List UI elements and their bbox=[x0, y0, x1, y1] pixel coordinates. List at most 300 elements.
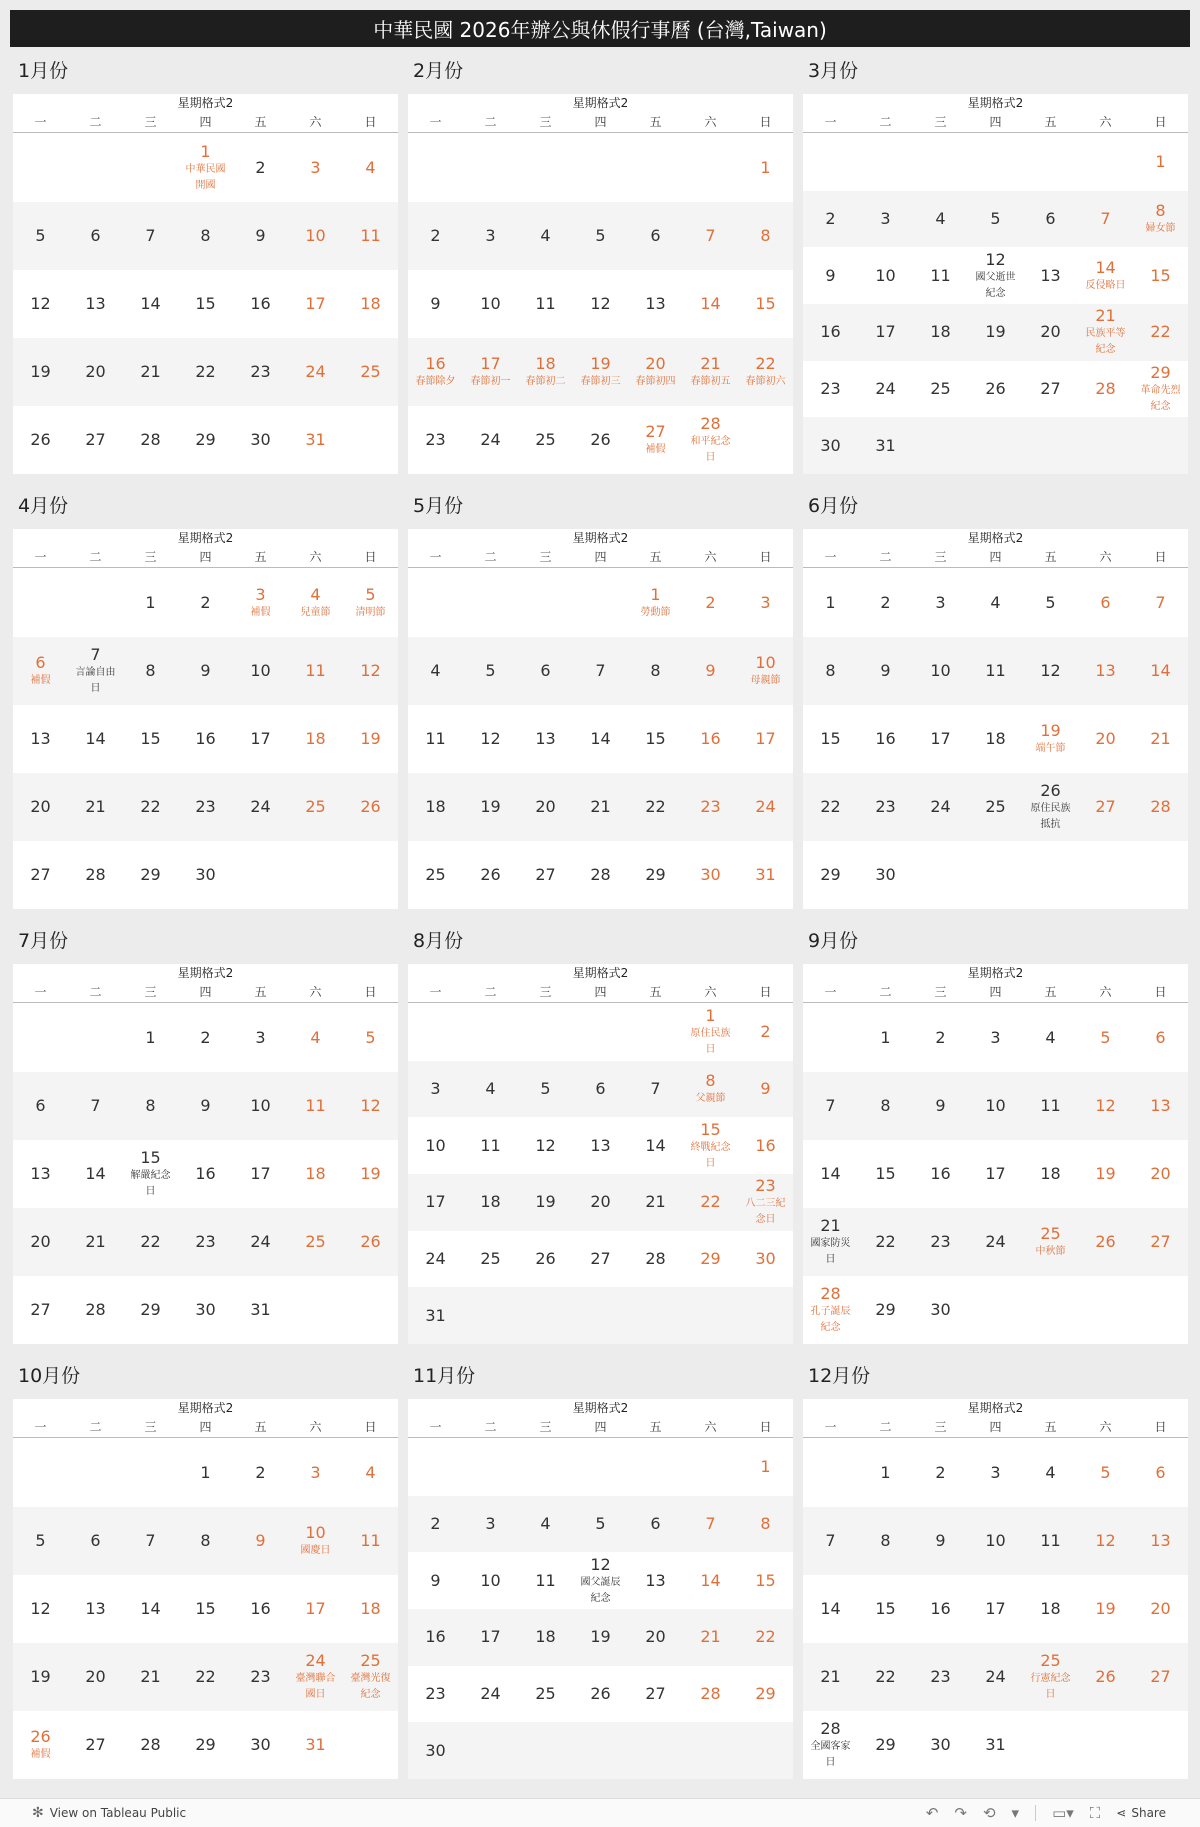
day-cell[interactable] bbox=[913, 1507, 968, 1575]
day-cell[interactable] bbox=[123, 1711, 178, 1779]
day-cell[interactable] bbox=[913, 1711, 968, 1779]
day-cell[interactable] bbox=[913, 569, 968, 637]
day-cell[interactable] bbox=[968, 569, 1023, 637]
day-cell[interactable] bbox=[913, 1140, 968, 1208]
day-cell[interactable] bbox=[13, 1711, 68, 1779]
day-cell[interactable] bbox=[178, 270, 233, 338]
day-cell[interactable] bbox=[1133, 361, 1188, 418]
day-cell[interactable] bbox=[233, 270, 288, 338]
day-cell[interactable] bbox=[1133, 1643, 1188, 1711]
day-cell[interactable] bbox=[573, 1117, 628, 1174]
day-cell[interactable] bbox=[463, 406, 518, 474]
day-cell[interactable] bbox=[408, 202, 463, 270]
day-cell[interactable] bbox=[683, 1609, 738, 1666]
day-cell[interactable] bbox=[1078, 304, 1133, 361]
day-cell[interactable] bbox=[233, 1711, 288, 1779]
day-cell[interactable] bbox=[123, 1208, 178, 1276]
day-cell[interactable] bbox=[913, 705, 968, 773]
day-cell[interactable] bbox=[803, 1643, 858, 1711]
day-cell[interactable] bbox=[68, 202, 123, 270]
day-cell[interactable] bbox=[518, 1666, 573, 1723]
day-cell[interactable] bbox=[123, 1575, 178, 1643]
day-cell[interactable] bbox=[68, 1276, 123, 1344]
day-cell[interactable] bbox=[628, 569, 683, 637]
day-cell[interactable] bbox=[288, 1439, 343, 1507]
day-cell[interactable] bbox=[1023, 705, 1078, 773]
day-cell[interactable] bbox=[1023, 304, 1078, 361]
day-cell[interactable] bbox=[573, 1061, 628, 1118]
day-cell[interactable] bbox=[573, 1174, 628, 1231]
day-cell[interactable] bbox=[518, 270, 573, 338]
day-cell[interactable] bbox=[1078, 1004, 1133, 1072]
day-cell[interactable] bbox=[233, 1643, 288, 1711]
day-cell[interactable] bbox=[123, 1072, 178, 1140]
day-cell[interactable] bbox=[1133, 1439, 1188, 1507]
day-cell[interactable] bbox=[463, 1666, 518, 1723]
day-cell[interactable] bbox=[968, 637, 1023, 705]
day-cell[interactable] bbox=[233, 1140, 288, 1208]
day-cell[interactable] bbox=[1078, 1439, 1133, 1507]
day-cell[interactable] bbox=[123, 270, 178, 338]
day-cell[interactable] bbox=[123, 773, 178, 841]
day-cell[interactable] bbox=[858, 1072, 913, 1140]
day-cell[interactable] bbox=[1133, 569, 1188, 637]
day-cell[interactable] bbox=[343, 1643, 398, 1711]
day-cell[interactable] bbox=[1078, 705, 1133, 773]
day-cell[interactable] bbox=[13, 1208, 68, 1276]
day-cell[interactable] bbox=[343, 134, 398, 202]
day-cell[interactable] bbox=[968, 191, 1023, 248]
day-cell[interactable] bbox=[233, 1276, 288, 1344]
day-cell[interactable] bbox=[463, 841, 518, 909]
day-cell[interactable] bbox=[628, 773, 683, 841]
day-cell[interactable] bbox=[1078, 773, 1133, 841]
day-cell[interactable] bbox=[233, 202, 288, 270]
day-cell[interactable] bbox=[288, 134, 343, 202]
day-cell[interactable] bbox=[68, 705, 123, 773]
day-cell[interactable] bbox=[288, 773, 343, 841]
day-cell[interactable] bbox=[123, 1140, 178, 1208]
day-cell[interactable] bbox=[288, 1643, 343, 1711]
view-on-tableau-link[interactable]: View on Tableau Public bbox=[49, 1806, 187, 1820]
day-cell[interactable] bbox=[858, 569, 913, 637]
day-cell[interactable] bbox=[408, 1552, 463, 1609]
day-cell[interactable] bbox=[968, 1575, 1023, 1643]
day-cell[interactable] bbox=[1023, 1643, 1078, 1711]
day-cell[interactable] bbox=[68, 1711, 123, 1779]
day-cell[interactable] bbox=[913, 191, 968, 248]
day-cell[interactable] bbox=[13, 1072, 68, 1140]
day-cell[interactable] bbox=[1023, 361, 1078, 418]
share-button[interactable] bbox=[1116, 1806, 1166, 1820]
day-cell[interactable] bbox=[913, 247, 968, 304]
day-cell[interactable] bbox=[968, 773, 1023, 841]
day-cell[interactable] bbox=[803, 1140, 858, 1208]
day-cell[interactable] bbox=[408, 1287, 463, 1344]
day-cell[interactable] bbox=[683, 338, 738, 406]
day-cell[interactable] bbox=[968, 705, 1023, 773]
day-cell[interactable] bbox=[913, 637, 968, 705]
day-cell[interactable] bbox=[463, 202, 518, 270]
day-cell[interactable] bbox=[858, 1575, 913, 1643]
day-cell[interactable] bbox=[683, 1004, 738, 1061]
day-cell[interactable] bbox=[463, 270, 518, 338]
day-cell[interactable] bbox=[518, 705, 573, 773]
day-cell[interactable] bbox=[178, 338, 233, 406]
day-cell[interactable] bbox=[683, 270, 738, 338]
day-cell[interactable] bbox=[968, 304, 1023, 361]
day-cell[interactable] bbox=[858, 304, 913, 361]
day-cell[interactable] bbox=[683, 1061, 738, 1118]
day-cell[interactable] bbox=[288, 637, 343, 705]
day-cell[interactable] bbox=[518, 1174, 573, 1231]
day-cell[interactable] bbox=[343, 1072, 398, 1140]
day-cell[interactable] bbox=[1023, 1439, 1078, 1507]
day-cell[interactable] bbox=[1133, 191, 1188, 248]
day-cell[interactable] bbox=[123, 1276, 178, 1344]
day-cell[interactable] bbox=[738, 705, 793, 773]
day-cell[interactable] bbox=[913, 304, 968, 361]
day-cell[interactable] bbox=[288, 338, 343, 406]
day-cell[interactable] bbox=[13, 637, 68, 705]
day-cell[interactable] bbox=[233, 1575, 288, 1643]
day-cell[interactable] bbox=[233, 406, 288, 474]
day-cell[interactable] bbox=[803, 304, 858, 361]
day-cell[interactable] bbox=[288, 1004, 343, 1072]
day-cell[interactable] bbox=[738, 1439, 793, 1496]
day-cell[interactable] bbox=[123, 1004, 178, 1072]
day-cell[interactable] bbox=[968, 1140, 1023, 1208]
day-cell[interactable] bbox=[123, 406, 178, 474]
day-cell[interactable] bbox=[1133, 705, 1188, 773]
day-cell[interactable] bbox=[288, 1575, 343, 1643]
day-cell[interactable] bbox=[628, 338, 683, 406]
day-cell[interactable] bbox=[1078, 247, 1133, 304]
day-cell[interactable] bbox=[858, 417, 913, 474]
day-cell[interactable] bbox=[968, 247, 1023, 304]
day-cell[interactable] bbox=[803, 417, 858, 474]
day-cell[interactable] bbox=[1133, 1140, 1188, 1208]
day-cell[interactable] bbox=[233, 1072, 288, 1140]
day-cell[interactable] bbox=[738, 1004, 793, 1061]
day-cell[interactable] bbox=[288, 270, 343, 338]
day-cell[interactable] bbox=[178, 705, 233, 773]
day-cell[interactable] bbox=[1078, 637, 1133, 705]
day-cell[interactable] bbox=[1023, 191, 1078, 248]
day-cell[interactable] bbox=[123, 637, 178, 705]
day-cell[interactable] bbox=[858, 1208, 913, 1276]
day-cell[interactable] bbox=[858, 841, 913, 909]
day-cell[interactable] bbox=[178, 1643, 233, 1711]
day-cell[interactable] bbox=[1023, 1140, 1078, 1208]
day-cell[interactable] bbox=[408, 1061, 463, 1118]
day-cell[interactable] bbox=[573, 1496, 628, 1553]
day-cell[interactable] bbox=[68, 1643, 123, 1711]
day-cell[interactable] bbox=[233, 637, 288, 705]
day-cell[interactable] bbox=[343, 1208, 398, 1276]
day-cell[interactable] bbox=[123, 338, 178, 406]
day-cell[interactable] bbox=[178, 1072, 233, 1140]
day-cell[interactable] bbox=[913, 1643, 968, 1711]
day-cell[interactable] bbox=[518, 1609, 573, 1666]
day-cell[interactable] bbox=[1023, 637, 1078, 705]
day-cell[interactable] bbox=[178, 1507, 233, 1575]
day-cell[interactable] bbox=[683, 406, 738, 474]
day-cell[interactable] bbox=[1023, 247, 1078, 304]
day-cell[interactable] bbox=[68, 338, 123, 406]
day-cell[interactable] bbox=[858, 1439, 913, 1507]
day-cell[interactable] bbox=[573, 773, 628, 841]
day-cell[interactable] bbox=[803, 247, 858, 304]
day-cell[interactable] bbox=[913, 1072, 968, 1140]
day-cell[interactable] bbox=[408, 1174, 463, 1231]
day-cell[interactable] bbox=[13, 1575, 68, 1643]
day-cell[interactable] bbox=[233, 134, 288, 202]
day-cell[interactable] bbox=[913, 361, 968, 418]
day-cell[interactable] bbox=[1023, 773, 1078, 841]
fullscreen-icon[interactable]: ⛶ bbox=[1089, 1804, 1101, 1822]
day-cell[interactable] bbox=[683, 841, 738, 909]
day-cell[interactable] bbox=[683, 569, 738, 637]
day-cell[interactable] bbox=[738, 637, 793, 705]
day-cell[interactable] bbox=[518, 1231, 573, 1288]
day-cell[interactable] bbox=[1133, 304, 1188, 361]
day-cell[interactable] bbox=[288, 202, 343, 270]
day-cell[interactable] bbox=[913, 1004, 968, 1072]
day-cell[interactable] bbox=[123, 569, 178, 637]
day-cell[interactable] bbox=[13, 270, 68, 338]
day-cell[interactable] bbox=[123, 841, 178, 909]
day-cell[interactable] bbox=[518, 338, 573, 406]
day-cell[interactable] bbox=[628, 202, 683, 270]
day-cell[interactable] bbox=[13, 1643, 68, 1711]
day-cell[interactable] bbox=[803, 773, 858, 841]
day-cell[interactable] bbox=[1023, 1575, 1078, 1643]
day-cell[interactable] bbox=[968, 1208, 1023, 1276]
redo-icon[interactable]: ↷ bbox=[954, 1804, 967, 1822]
day-cell[interactable] bbox=[803, 569, 858, 637]
day-cell[interactable] bbox=[463, 1231, 518, 1288]
day-cell[interactable] bbox=[233, 1439, 288, 1507]
day-cell[interactable] bbox=[1078, 1507, 1133, 1575]
day-cell[interactable] bbox=[1023, 1507, 1078, 1575]
day-cell[interactable] bbox=[1133, 637, 1188, 705]
day-cell[interactable] bbox=[858, 705, 913, 773]
day-cell[interactable] bbox=[738, 1666, 793, 1723]
day-cell[interactable] bbox=[738, 569, 793, 637]
day-cell[interactable] bbox=[233, 1004, 288, 1072]
day-cell[interactable] bbox=[233, 773, 288, 841]
day-cell[interactable] bbox=[1133, 773, 1188, 841]
day-cell[interactable] bbox=[968, 1711, 1023, 1779]
day-cell[interactable] bbox=[343, 270, 398, 338]
day-cell[interactable] bbox=[68, 637, 123, 705]
day-cell[interactable] bbox=[13, 1276, 68, 1344]
day-cell[interactable] bbox=[408, 841, 463, 909]
day-cell[interactable] bbox=[858, 1643, 913, 1711]
day-cell[interactable] bbox=[803, 705, 858, 773]
day-cell[interactable] bbox=[968, 1439, 1023, 1507]
day-cell[interactable] bbox=[573, 406, 628, 474]
day-cell[interactable] bbox=[738, 270, 793, 338]
day-cell[interactable] bbox=[858, 1004, 913, 1072]
day-cell[interactable] bbox=[1078, 1643, 1133, 1711]
day-cell[interactable] bbox=[628, 637, 683, 705]
day-cell[interactable] bbox=[408, 1117, 463, 1174]
day-cell[interactable] bbox=[463, 1552, 518, 1609]
day-cell[interactable] bbox=[803, 1711, 858, 1779]
day-cell[interactable] bbox=[343, 1507, 398, 1575]
day-cell[interactable] bbox=[683, 637, 738, 705]
day-cell[interactable] bbox=[178, 134, 233, 202]
day-cell[interactable] bbox=[178, 1575, 233, 1643]
day-cell[interactable] bbox=[683, 1666, 738, 1723]
day-cell[interactable] bbox=[683, 1552, 738, 1609]
day-cell[interactable] bbox=[13, 841, 68, 909]
day-cell[interactable] bbox=[343, 1140, 398, 1208]
day-cell[interactable] bbox=[738, 1061, 793, 1118]
day-cell[interactable] bbox=[683, 705, 738, 773]
day-cell[interactable] bbox=[683, 773, 738, 841]
day-cell[interactable] bbox=[123, 1507, 178, 1575]
day-cell[interactable] bbox=[518, 1061, 573, 1118]
day-cell[interactable] bbox=[68, 841, 123, 909]
day-cell[interactable] bbox=[178, 773, 233, 841]
day-cell[interactable] bbox=[233, 1208, 288, 1276]
day-cell[interactable] bbox=[913, 1208, 968, 1276]
day-cell[interactable] bbox=[463, 1174, 518, 1231]
day-cell[interactable] bbox=[628, 1609, 683, 1666]
day-cell[interactable] bbox=[178, 841, 233, 909]
day-cell[interactable] bbox=[123, 1643, 178, 1711]
day-cell[interactable] bbox=[288, 569, 343, 637]
day-cell[interactable] bbox=[178, 1208, 233, 1276]
day-cell[interactable] bbox=[738, 773, 793, 841]
day-cell[interactable] bbox=[573, 1609, 628, 1666]
day-cell[interactable] bbox=[803, 841, 858, 909]
day-cell[interactable] bbox=[13, 1507, 68, 1575]
day-cell[interactable] bbox=[1078, 569, 1133, 637]
day-cell[interactable] bbox=[1133, 1072, 1188, 1140]
day-cell[interactable] bbox=[628, 705, 683, 773]
day-cell[interactable] bbox=[573, 1231, 628, 1288]
day-cell[interactable] bbox=[968, 1072, 1023, 1140]
day-cell[interactable] bbox=[858, 1711, 913, 1779]
day-cell[interactable] bbox=[858, 191, 913, 248]
day-cell[interactable] bbox=[803, 361, 858, 418]
day-cell[interactable] bbox=[518, 202, 573, 270]
day-cell[interactable] bbox=[628, 406, 683, 474]
day-cell[interactable] bbox=[573, 338, 628, 406]
day-cell[interactable] bbox=[463, 1117, 518, 1174]
day-cell[interactable] bbox=[1023, 569, 1078, 637]
day-cell[interactable] bbox=[178, 1439, 233, 1507]
day-cell[interactable] bbox=[913, 1575, 968, 1643]
day-cell[interactable] bbox=[288, 1711, 343, 1779]
day-cell[interactable] bbox=[573, 705, 628, 773]
day-cell[interactable] bbox=[178, 637, 233, 705]
day-cell[interactable] bbox=[408, 1496, 463, 1553]
day-cell[interactable] bbox=[628, 270, 683, 338]
day-cell[interactable] bbox=[1023, 1004, 1078, 1072]
day-cell[interactable] bbox=[858, 361, 913, 418]
day-cell[interactable] bbox=[343, 338, 398, 406]
day-cell[interactable] bbox=[1133, 1208, 1188, 1276]
day-cell[interactable] bbox=[1078, 191, 1133, 248]
day-cell[interactable] bbox=[13, 338, 68, 406]
day-cell[interactable] bbox=[178, 569, 233, 637]
day-cell[interactable] bbox=[858, 1507, 913, 1575]
day-cell[interactable] bbox=[913, 773, 968, 841]
day-cell[interactable] bbox=[408, 1231, 463, 1288]
day-cell[interactable] bbox=[288, 705, 343, 773]
day-cell[interactable] bbox=[573, 637, 628, 705]
day-cell[interactable] bbox=[463, 637, 518, 705]
day-cell[interactable] bbox=[573, 841, 628, 909]
day-cell[interactable] bbox=[913, 1439, 968, 1507]
day-cell[interactable] bbox=[463, 773, 518, 841]
day-cell[interactable] bbox=[628, 1552, 683, 1609]
day-cell[interactable] bbox=[408, 773, 463, 841]
day-cell[interactable] bbox=[628, 1117, 683, 1174]
day-cell[interactable] bbox=[858, 773, 913, 841]
day-cell[interactable] bbox=[803, 1072, 858, 1140]
day-cell[interactable] bbox=[343, 1575, 398, 1643]
day-cell[interactable] bbox=[68, 773, 123, 841]
day-cell[interactable] bbox=[628, 841, 683, 909]
day-cell[interactable] bbox=[178, 1004, 233, 1072]
day-cell[interactable] bbox=[178, 1140, 233, 1208]
day-cell[interactable] bbox=[573, 1666, 628, 1723]
day-cell[interactable] bbox=[1133, 1507, 1188, 1575]
day-cell[interactable] bbox=[408, 1609, 463, 1666]
day-cell[interactable] bbox=[518, 406, 573, 474]
day-cell[interactable] bbox=[343, 773, 398, 841]
day-cell[interactable] bbox=[178, 202, 233, 270]
day-cell[interactable] bbox=[738, 841, 793, 909]
day-cell[interactable] bbox=[573, 1552, 628, 1609]
day-cell[interactable] bbox=[463, 1496, 518, 1553]
day-cell[interactable] bbox=[463, 705, 518, 773]
day-cell[interactable] bbox=[68, 1208, 123, 1276]
day-cell[interactable] bbox=[803, 191, 858, 248]
day-cell[interactable] bbox=[803, 1208, 858, 1276]
day-cell[interactable] bbox=[683, 202, 738, 270]
day-cell[interactable] bbox=[518, 773, 573, 841]
day-cell[interactable] bbox=[343, 1004, 398, 1072]
day-cell[interactable] bbox=[738, 338, 793, 406]
day-cell[interactable] bbox=[968, 1643, 1023, 1711]
day-cell[interactable] bbox=[1078, 1072, 1133, 1140]
day-cell[interactable] bbox=[288, 1140, 343, 1208]
day-cell[interactable] bbox=[408, 270, 463, 338]
day-cell[interactable] bbox=[13, 1140, 68, 1208]
day-cell[interactable] bbox=[683, 1231, 738, 1288]
revert-icon[interactable]: ⟲ bbox=[982, 1804, 996, 1822]
day-cell[interactable] bbox=[178, 406, 233, 474]
day-cell[interactable] bbox=[803, 637, 858, 705]
day-cell[interactable] bbox=[683, 1174, 738, 1231]
day-cell[interactable] bbox=[1133, 1575, 1188, 1643]
pause-icon[interactable]: ▾ bbox=[1011, 1804, 1020, 1822]
day-cell[interactable] bbox=[123, 705, 178, 773]
day-cell[interactable] bbox=[628, 1174, 683, 1231]
day-cell[interactable] bbox=[1023, 1072, 1078, 1140]
day-cell[interactable] bbox=[68, 1072, 123, 1140]
day-cell[interactable] bbox=[1078, 1575, 1133, 1643]
day-cell[interactable] bbox=[803, 1276, 858, 1344]
day-cell[interactable] bbox=[1133, 134, 1188, 191]
